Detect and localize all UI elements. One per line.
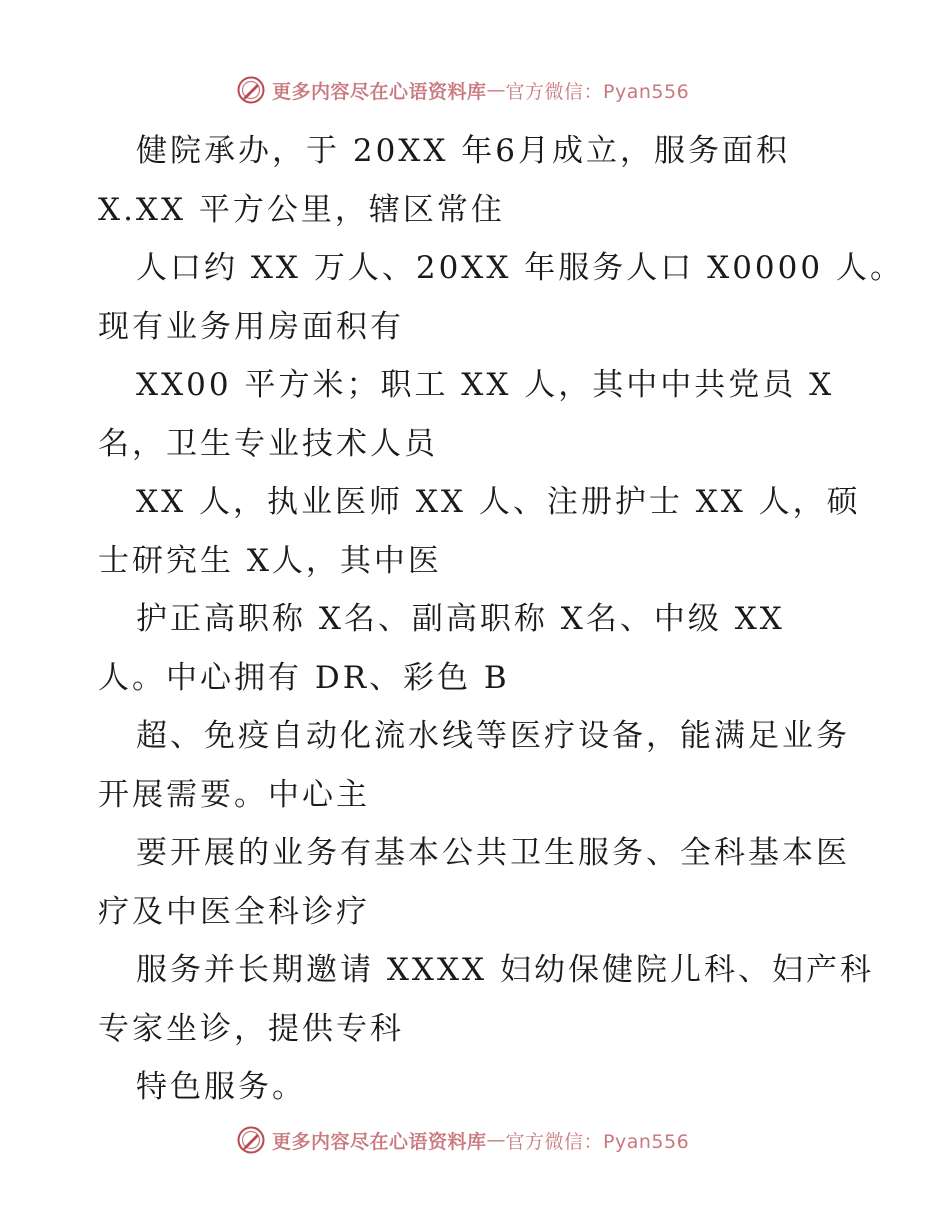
watermark-separator: — [486, 1129, 506, 1151]
body-line: XX00 平方米；职工 XX 人，其中中共党员 X [136, 367, 835, 403]
watermark-separator: — [486, 79, 506, 101]
body-line: 特色服务。 [136, 1069, 306, 1105]
body-line: 士研究生 X人，其中医 [98, 542, 442, 579]
body-line: 健院承办，于 20XX 年6月成立，服务面积 [136, 133, 791, 169]
footer-watermark [236, 1123, 689, 1157]
body-line: 人口约 XX 万人、20XX 年服务人口 X0000 人。 [136, 250, 904, 286]
seal-logo-icon [236, 1125, 266, 1155]
document-body [98, 122, 904, 1117]
body-line: 疗及中医全科诊疗 [98, 893, 370, 930]
body-line: 护正高职称 X名、副高职称 X名、中级 XX [136, 601, 785, 637]
body-line: 服务并长期邀请 XXXX 妇幼保健院儿科、妇产科 [136, 952, 874, 988]
body-line: 专家坐诊，提供专科 [98, 1010, 404, 1047]
watermark-contact: 官方微信：Pyan556 [505, 80, 690, 103]
body-line: 名，卫生专业技术人员 [98, 425, 438, 462]
header-watermark [236, 73, 689, 107]
body-line: XX 人，执业医师 XX 人、注册护士 XX 人，硕 [136, 484, 861, 520]
body-line: 现有业务用房面积有 [98, 308, 404, 345]
watermark-contact: 官方微信：Pyan556 [505, 1130, 690, 1153]
seal-logo-icon [236, 75, 266, 105]
body-line: 超、免疫自动化流水线等医疗设备，能满足业务 [136, 718, 850, 754]
body-line: 开展需要。中心主 [98, 776, 370, 813]
watermark-brand: 更多内容尽在心语资料库 [272, 1130, 487, 1153]
body-line: 要开展的业务有基本公共卫生服务、全科基本医 [136, 835, 850, 871]
body-line: 人。中心拥有 DR、彩色 B [98, 659, 510, 696]
watermark-brand: 更多内容尽在心语资料库 [272, 80, 487, 103]
body-line: X.XX 平方公里，辖区常住 [98, 191, 505, 228]
